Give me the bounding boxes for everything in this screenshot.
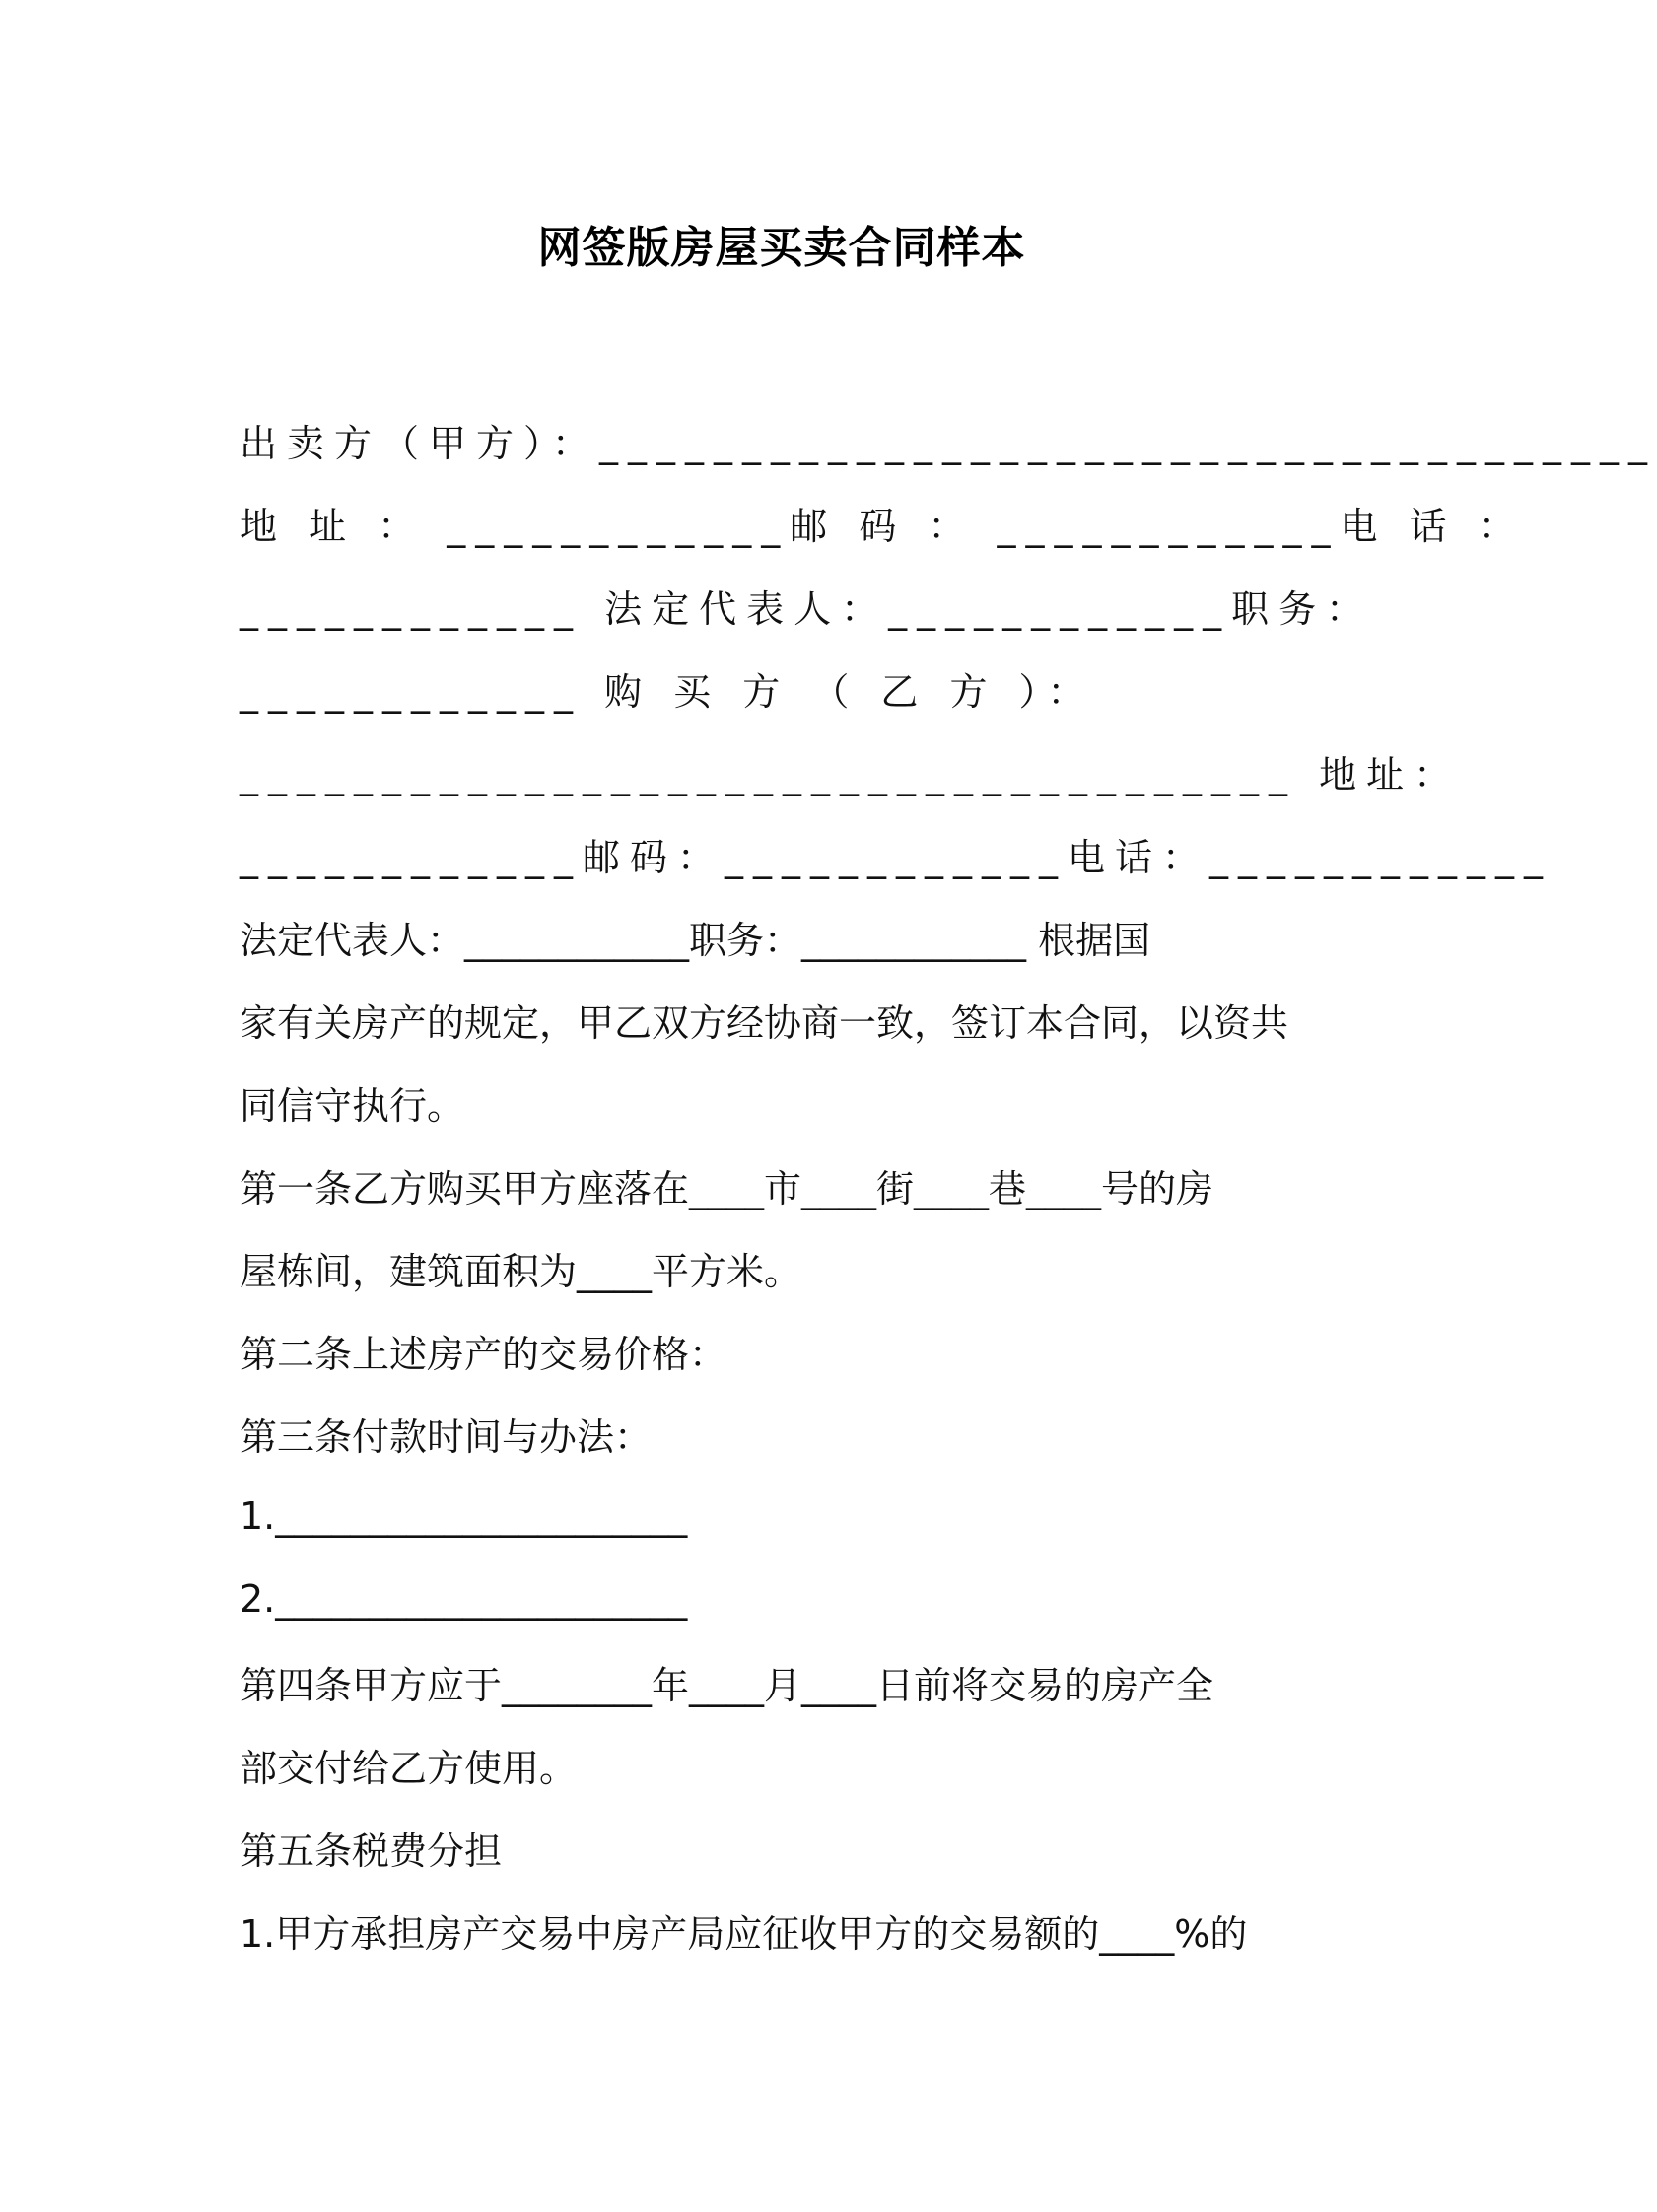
article-four-continued: 部交付给乙方使用。	[240, 1746, 578, 1790]
article-one-continued: 屋栋间，建筑面积为____平方米。	[240, 1249, 802, 1293]
contract-line-buyer: ____________ 购 买 方 （ 乙 方 ）：	[240, 669, 1095, 714]
article-one: 第一条乙方购买甲方座落在____市____街____巷____号的房	[240, 1166, 1214, 1210]
contract-paragraph-intro-end: 同信守执行。	[240, 1083, 465, 1128]
contract-line-seller-address: 地 址 ： ____________邮 码 ： ____________电 话 ：	[240, 504, 1526, 548]
tax-item-1: 1.甲方承担房产交易中房产局应征收甲方的交易额的____%的	[240, 1911, 1248, 1956]
article-four: 第四条甲方应于________年____月____日前将交易的房产全	[240, 1663, 1214, 1707]
contract-line-buyer-postcode-phone: ____________邮码：____________电话：____________	[240, 835, 1553, 879]
article-three: 第三条付款时间与办法：	[240, 1415, 653, 1459]
contract-line-seller-representative: ____________ 法定代表人：____________职务：	[240, 587, 1374, 631]
contract-line-seller: 出卖方（甲方）：_____________________________________	[240, 421, 1657, 465]
document-title: 网签版房屋买卖合同样本	[537, 223, 1026, 273]
payment-item-2: 2.______________________	[240, 1577, 688, 1621]
contract-line-buyer-address: _____________________________________ 地址：	[240, 752, 1462, 796]
article-two: 第二条上述房产的交易价格：	[240, 1332, 727, 1376]
article-five: 第五条税费分担	[240, 1829, 503, 1873]
contract-line-buyer-representative: 法定代表人：____________职务：____________ 根据国	[240, 918, 1151, 962]
payment-item-1: 1.______________________	[240, 1494, 688, 1538]
contract-body	[240, 398, 1657, 1971]
contract-paragraph-intro: 家有关房产的规定，甲乙双方经协商一致，签订本合同，以资共	[240, 1001, 1289, 1045]
